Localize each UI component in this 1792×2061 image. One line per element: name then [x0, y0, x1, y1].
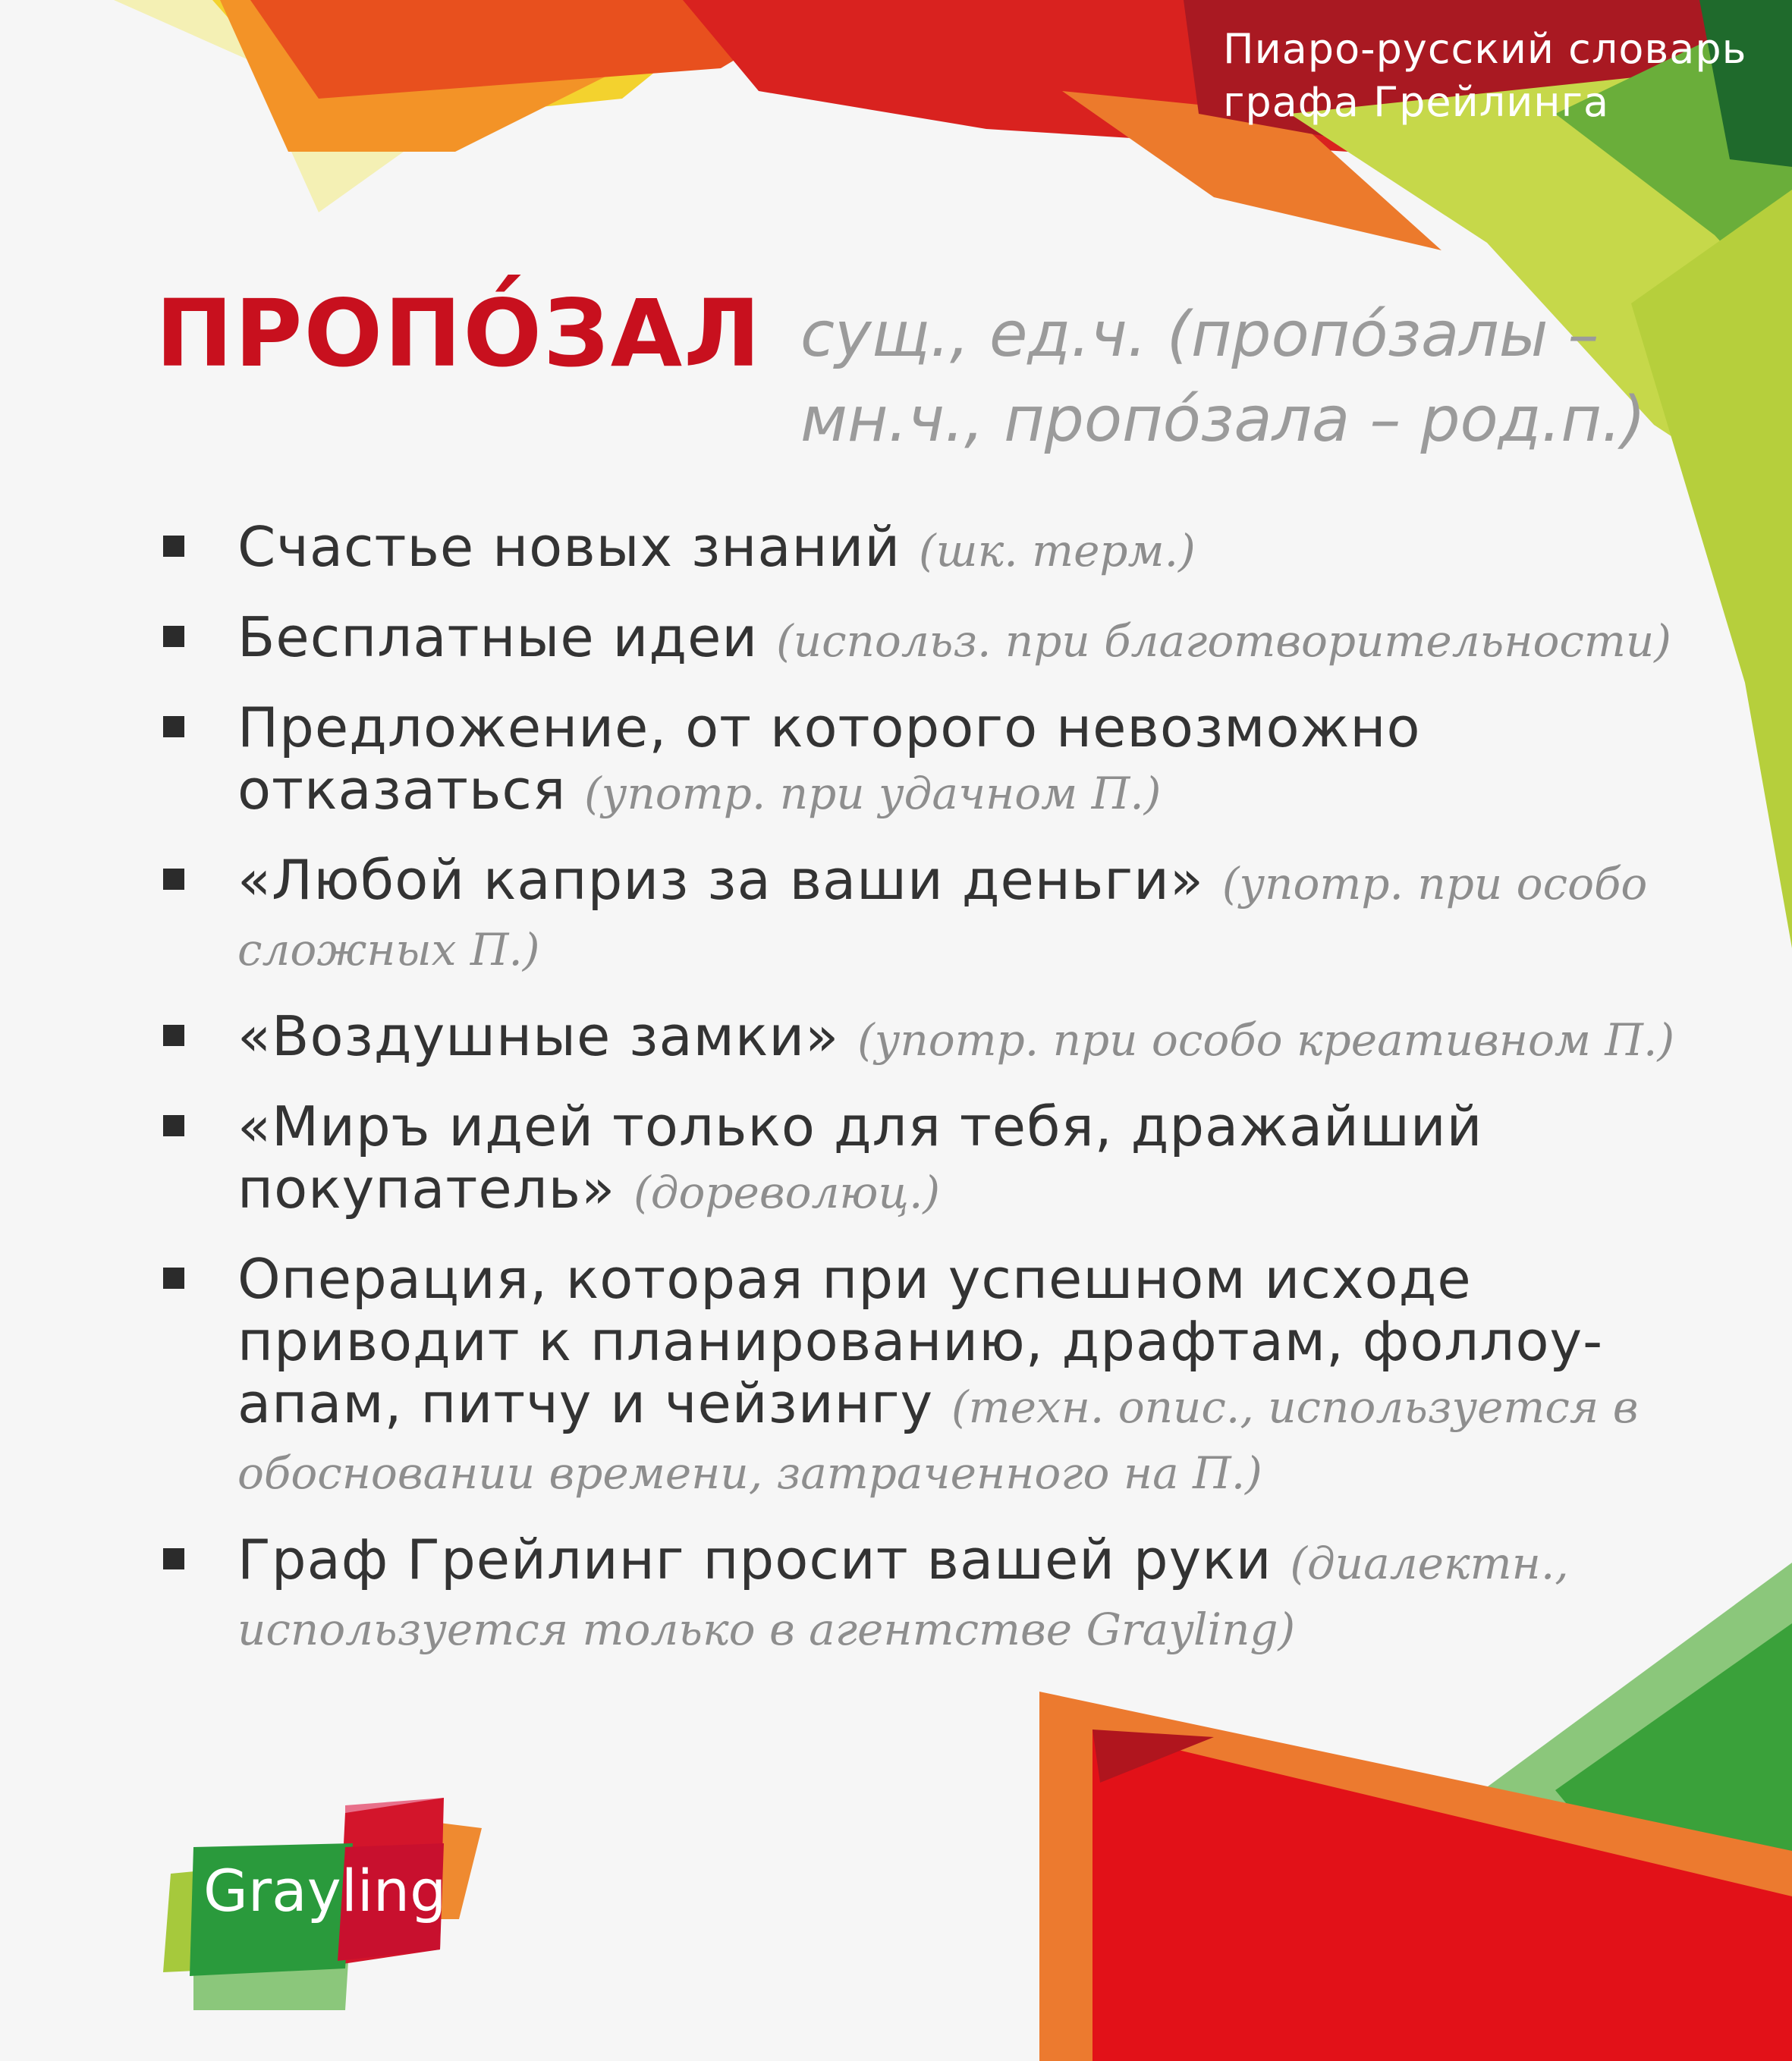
bullet-icon	[163, 716, 184, 737]
headword: ПРОПО́ЗАЛ	[156, 280, 762, 388]
list-item	[156, 849, 1703, 981]
definition-text: Счастье новых знаний	[237, 515, 901, 579]
bullet-icon	[163, 1025, 184, 1046]
list-item	[156, 1528, 1703, 1660]
definition-text: Предложение, от которого невозможно отказаться	[237, 696, 1421, 822]
usage-note: (шк. терм.)	[919, 525, 1196, 577]
definition-text: Граф Грейлинг просит вашей руки	[237, 1528, 1272, 1591]
series-title-line2: графа Грейлинга	[1223, 78, 1610, 126]
definition-text: Бесплатные идеи	[237, 605, 759, 669]
definition-list	[156, 516, 1703, 1685]
bullet-icon	[163, 626, 184, 647]
usage-note: (техн. опис., используется в обосновании времени, затраченного на П.)	[237, 1381, 1639, 1499]
logo-text: Grayling	[203, 1857, 447, 1924]
bullet-icon	[163, 1268, 184, 1289]
definition-text: «Воздушные замки»	[237, 1004, 840, 1068]
bullet-icon	[163, 1115, 184, 1136]
list-item	[156, 696, 1703, 825]
list-item	[156, 1005, 1703, 1071]
bullet-icon	[163, 536, 184, 557]
usage-note: (использ. при благотворительности)	[776, 615, 1671, 667]
list-item	[156, 606, 1703, 672]
definition-text: «Любой каприз за ваши деньги»	[237, 848, 1204, 912]
usage-note: (употр. при удачном П.)	[584, 768, 1162, 819]
series-title-line1: Пиаро-русский словарь	[1223, 25, 1747, 73]
usage-note: (диалектн., используется только в агентстве Grayling)	[237, 1538, 1569, 1655]
grammar-note: сущ., ед.ч. (пропо́залы – мн.ч., пропо́зала – род.п.)	[800, 299, 1646, 456]
usage-note: (дореволюц.)	[633, 1167, 941, 1218]
bullet-icon	[163, 1548, 184, 1569]
bullet-icon	[163, 869, 184, 890]
list-item	[156, 516, 1703, 582]
series-title	[1223, 23, 1769, 129]
list-item	[156, 1095, 1703, 1224]
usage-note: (употр. при особо сложных П.)	[237, 858, 1648, 976]
list-item	[156, 1248, 1703, 1504]
definition-text: Операция, которая при успешном исходе приводит к планированию, драфтам, фоллоу-апам, питчу и чейзингу	[237, 1247, 1604, 1435]
usage-note: (употр. при особо креативном П.)	[857, 1014, 1675, 1066]
definition-text: «Миръ идей только для тебя, дражайший покупатель»	[237, 1095, 1483, 1221]
